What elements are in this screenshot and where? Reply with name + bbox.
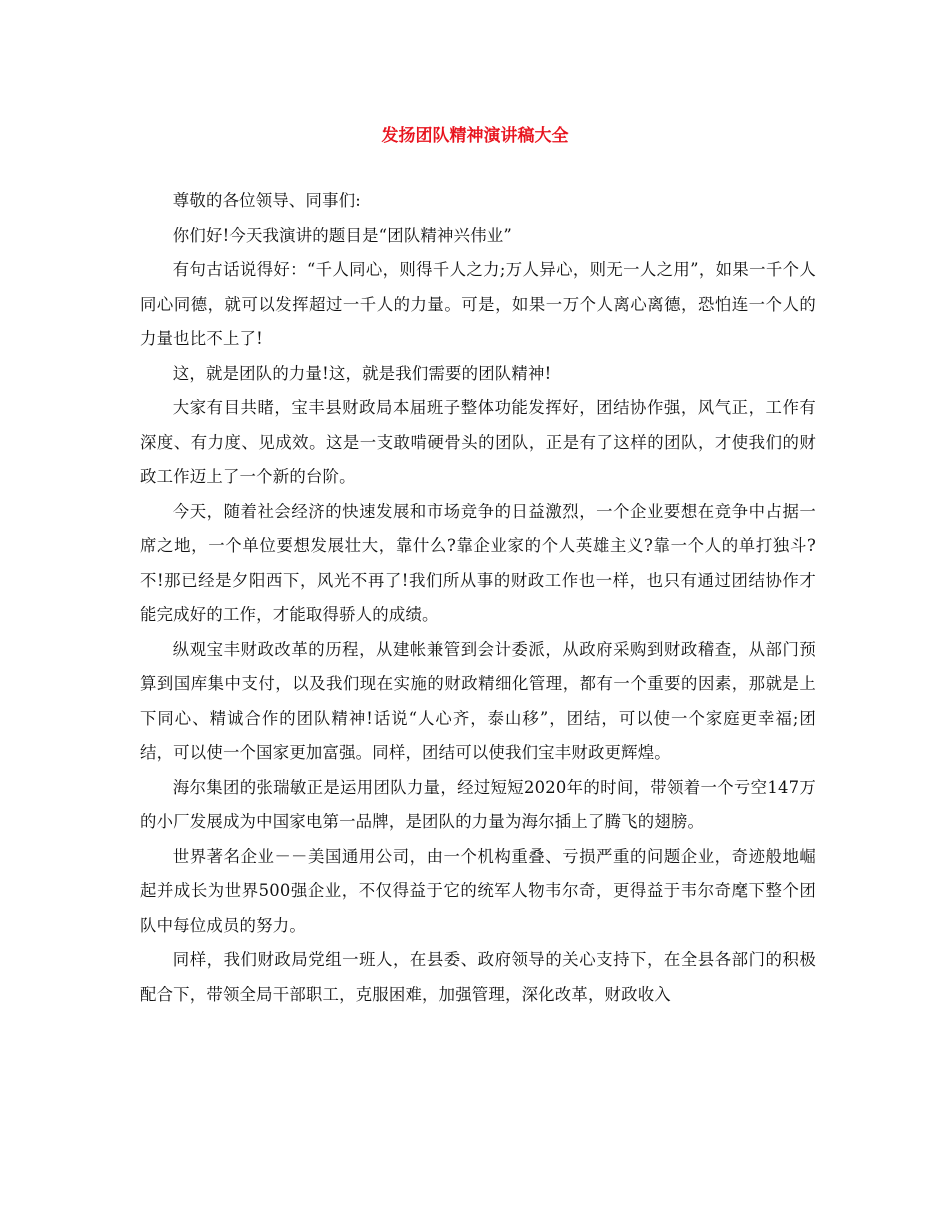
paragraph: 世界著名企业－－美国通用公司，由一个机构重叠、亏损严重的问题企业，奇迹般地崛起并成长为世界500强企业，不仅得益于它的统军人物韦尔奇，更得益于韦尔奇麾下整个团队中每位成员的努力。 — [140, 846, 816, 935]
paragraph: 有句古话说得好：“千人同心，则得千人之力;万人异心，则无一人之用”，如果一千个人同心同德，就可以发挥超过一千人的力量。可是，如果一万个人离心离德，恐怕连一个人的力量也比不上了! — [140, 260, 816, 348]
paragraph: 同样，我们财政局党组一班人，在县委、政府领导的关心支持下，在全县各部门的积极配合下，带领全局干部职工，克服困难，加强管理，深化改革，财政收入 — [140, 950, 816, 1004]
paragraph: 纵观宝丰财政改革的历程，从建帐兼管到会计委派，从政府采购到财政稽查，从部门预算到国库集中支付，以及我们现在实施的财政精细化管理，都有一个重要的因素，那就是上下同心、精诚合作的团队精神!话说“人心齐，泰山移”，团结，可以使一个家庭更幸福;团结，可以使一个国家更加富强。同样，团结可以使我们宝丰财政更辉煌。 — [140, 639, 816, 762]
paragraph: 海尔集团的张瑞敏正是运用团队力量，经过短短2020年的时间，带领着一个亏空147万的小厂发展成为中国家电第一品牌，是团队的力量为海尔插上了腾飞的翅膀。 — [140, 777, 816, 831]
paragraph-salutation: 尊敬的各位领导、同事们: — [172, 191, 362, 210]
paragraph: 这，就是团队的力量!这，就是我们需要的团队精神! — [172, 363, 552, 383]
paragraph-greeting: 你们好!今天我演讲的题目是“团队精神兴伟业” — [172, 225, 512, 245]
document-title: 发扬团队精神演讲稿大全 — [381, 126, 569, 146]
paragraph: 今天，随着社会经济的快速发展和市场竞争的日益激烈，一个企业要想在竞争中占据一席之地，一个单位要想发展壮大，靠什么?靠企业家的个人英雄主义?靠一个人的单打独斗?不!那已经是夕阳西下，风光不再了!我们所从事的财政工作也一样，也只有通过团结协作才能完成好的工作，才能取得骄人的成绩。 — [140, 501, 816, 624]
paragraph: 大家有目共睹，宝丰县财政局本届班子整体功能发挥好，团结协作强，风气正，工作有深度、有力度、见成效。这是一支敢啃硬骨头的团队，正是有了这样的团队，才使我们的财政工作迈上了一个新的台阶。 — [140, 398, 816, 486]
document-body — [140, 184, 816, 1012]
